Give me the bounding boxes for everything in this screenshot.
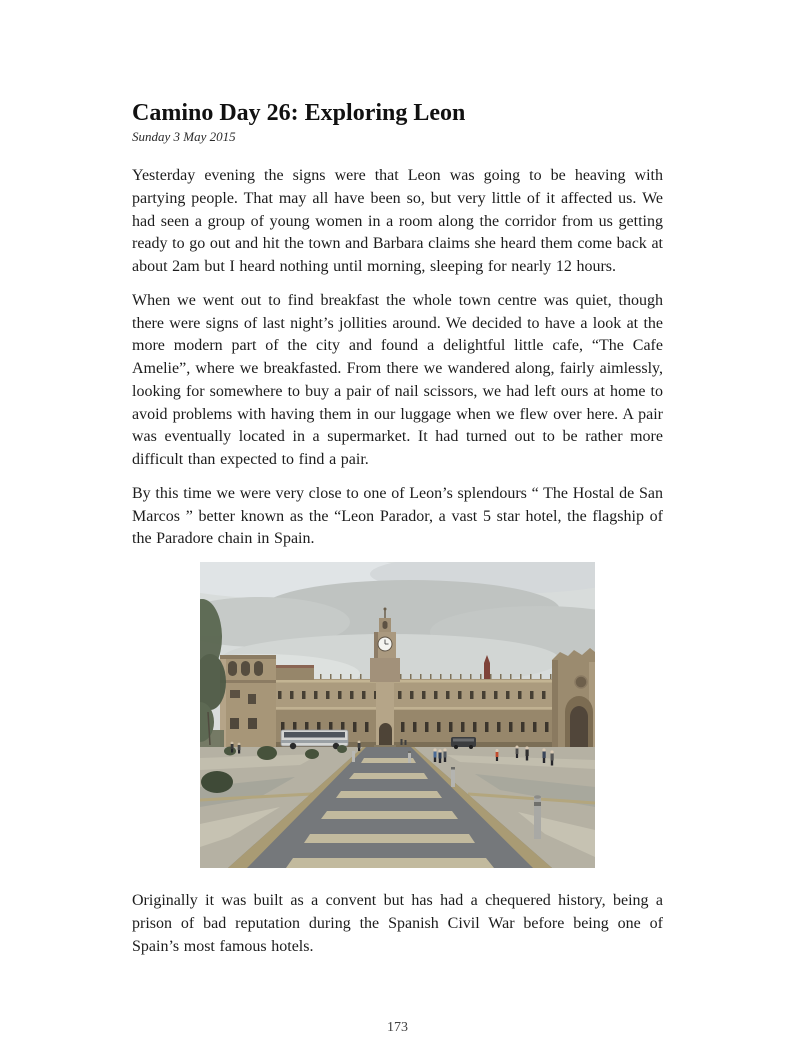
body-paragraph-1: Yesterday evening the signs were that Leon was going to be heaving with partying people. That may all have been so, but very little of it affected us. We had seen a group of young women in a room along the corridor from us getting ready to go out and hit the town and Barbara claims she heard them come back at about 2am but I heard nothing until morning, sleeping for nearly 12 hours. — [132, 167, 663, 275]
text-column — [132, 0, 663, 958]
page-number: 173 — [387, 1020, 408, 1035]
photo-illustration — [200, 562, 595, 868]
post-date: Sunday 3 May 2015 — [132, 129, 236, 144]
photo-hostal-san-marcos — [200, 562, 595, 868]
left-tower — [220, 655, 276, 747]
body-paragraph-4: Originally it was built as a convent but has had a chequered history, being a prison of bad reputation during the Spanish Civil War before being one of Spain’s most famous hotels. — [132, 892, 663, 955]
page-title: Camino Day 26: Exploring Leon — [132, 100, 466, 126]
bus — [281, 730, 348, 749]
church-facade — [552, 648, 595, 747]
body-paragraph-3: By this time we were very close to one of Leon’s splendours “ The Hostal de San Marcos ” better known as the “Leon Parador, a vast 5 star hotel, the flagship of the Paradore chain in Spain. — [132, 484, 663, 548]
body-paragraph-2: When we went out to find breakfast the whole town centre was quiet, though there were signs of last night’s jollities around. We decided to have a look at the more modern part of the city and found a delightful little cafe, “The Cafe Amelie”, where we breakfasted. From there we wandered along, fairly aimlessly, looking for somewhere to buy a pair of nail scissors, we had left ours at home to avoid problems with having them in our luggage when we flew over here. A pair was eventually located in a supermarket. It had turned out to be rather more difficult than expected to find a pair. — [132, 291, 663, 468]
